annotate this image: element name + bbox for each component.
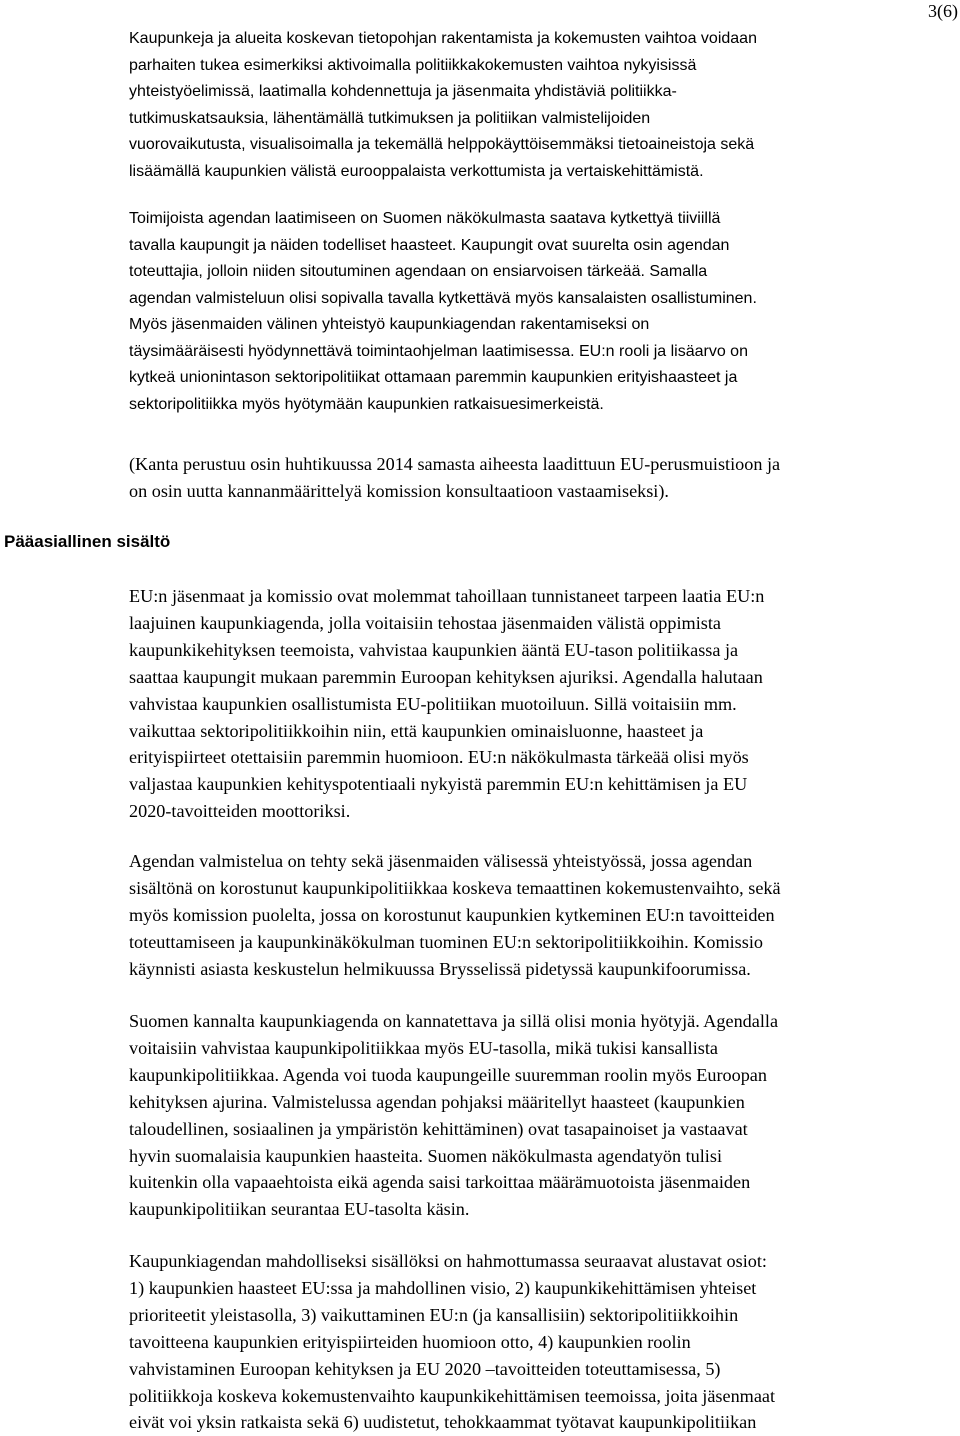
text-line: lisäämällä kaupunkien välistä eurooppalaista verkottumista ja vertaiskehittämistä. — [129, 162, 704, 180]
text-line: kytkeä unionintason sektoripolitiikat ottamaan paremmin kaupunkien erityishaasteet ja — [129, 369, 738, 386]
text-line: sektoripolitiikka myös hyötymään kaupunkien ratkaisuesimerkeistä. — [129, 395, 604, 413]
text-line: kuitenkin olla vapaaehtoista eikä agenda saisi tarkoittaa määrämuotoista jäsenmaiden — [129, 1172, 751, 1193]
text-line: toteuttajia, jolloin niiden sitoutuminen agendaan on ensiarvoisen tärkeää. Samalla — [129, 263, 708, 280]
text-line: valjastaa kaupunkien kehityspotentiaali nykyistä paremmin EU:n kehittämisen ja EU — [129, 774, 748, 795]
text-line: kaupunkipolitiikkaa. Agenda voi tuoda kaupungeille suuremman roolin myös Euroopan — [129, 1064, 767, 1085]
paragraph-agenda-sections — [129, 1248, 775, 1436]
text-line: EU:n jäsenmaat ja komissio ovat molemmat tahoillaan tunnistaneet tarpeen laatia EU:n — [129, 586, 765, 606]
text-line: toteuttamiseen ja kaupunkinäkökulman tuominen EU:n sektoripolitiikkoihin. Komissio — [129, 931, 763, 952]
paragraph-finland-view — [129, 1008, 778, 1223]
text-line: Myös jäsenmaiden välinen yhteistyö kaupunkiagendan rakentamiseksi on — [129, 316, 650, 333]
text-line: vahvistaminen Euroopan kehityksen ja EU 2020 –tavoitteiden toteuttamisessa, 5) — [129, 1358, 721, 1379]
text-line: (Kanta perustuu osin huhtikuussa 2014 samasta aiheesta laadittuun EU-perusmuistioon ja — [129, 454, 781, 474]
text-line: erityispiirteet otettaisiin paremmin huomioon. EU:n näkökulmasta tärkeää olisi myös — [129, 747, 749, 768]
paragraph-actors — [129, 206, 757, 418]
text-line: Toimijoista agendan laatimiseen on Suomen näkökulmasta saatava kytkettyä tiiviillä — [129, 210, 721, 227]
text-line: Suomen kannalta kaupunkiagenda on kannatettava ja sillä olisi monia hyötyjä. Agendalla — [129, 1011, 779, 1031]
text-line: saattaa kaupungit mukaan paremmin Euroopan kehityksen ajuriksi. Agendalla halutaan — [129, 666, 763, 687]
text-line: 1) kaupunkien haasteet EU:ssa ja mahdollinen visio, 2) kaupunkikehittämisen yhteiset — [129, 1277, 757, 1298]
text-line: Agendan valmistelua on tehty sekä jäsenmaiden välisessä yhteistyössä, jossa agendan — [129, 851, 753, 871]
text-line: sisältönä on korostunut kaupunkipolitiikkaa koskeva temaattinen kokemustenvaihto, sekä — [129, 877, 781, 898]
text-line: voitaisiin vahvistaa kaupunkipolitiikkaa myös EU-tasolla, mikä tukisi kansallista — [129, 1037, 718, 1058]
text-line: politiikkoja koskeva kokemustenvaihto kaupunkikehittämisen teemoissa, joita jäsenmaat — [129, 1385, 776, 1406]
text-line: prioriteetit yleistasolla, 3) vaikuttaminen EU:n (ja kansallisiin) sektoripolitiikkoihin — [129, 1304, 739, 1325]
text-line: tutkimuskatsauksia, lähentämällä tutkimuksen ja politiikan valmistelijoiden — [129, 109, 651, 127]
text-line: parhaiten tukea esimerkiksi aktivoimalla politiikkakokemusten vaihtoa nykyisissä — [129, 56, 697, 74]
text-line: Kaupunkeja ja alueita koskevan tietopohjan rakentamista ja kokemusten vaihtoa voidaan — [129, 30, 757, 47]
text-line: vahvistaa kaupunkien osallistumista EU-politiikan muotoiluun. Sillä voitaisiin mm. — [129, 693, 737, 714]
paragraph-knowledge-base — [129, 26, 757, 185]
section-heading-main-content: Pääasiallinen sisältö — [4, 532, 171, 551]
text-line: kehityksen ajurina. Valmistelussa agendan pohjaksi määritellyt haasteet (kaupunkien — [129, 1091, 745, 1112]
paragraph-main-content-intro — [129, 583, 764, 825]
text-line: eivät voi yksin ratkaista sekä 6) uudistetut, tehokkaammat työtavat kaupunkipolitiikan — [129, 1412, 757, 1433]
paragraph-preparation — [129, 848, 781, 983]
text-line: täysimääräisesti hyödynnettävä toimintaohjelman laatimisessa. EU:n rooli ja lisäarvo on — [129, 342, 748, 360]
text-line: 2020-tavoitteiden moottoriksi. — [129, 801, 351, 822]
text-line: tavoitteena kaupunkien erityispiirteiden huomioon otto, 4) kaupunkien roolin — [129, 1331, 691, 1352]
page-number: 3(6) — [928, 1, 958, 21]
text-line: tavalla kaupungit ja näiden todelliset haasteet. Kaupungit ovat suurelta osin agendan — [129, 236, 730, 254]
text-line: taloudellinen, sosiaalinen ja ympäristön kehittäminen) ovat tasapainoiset ja vastaavat — [129, 1118, 748, 1139]
text-line: käynnisti asiasta keskustelun helmikuussa Brysselissä pidetyssä kaupunkifoorumissa. — [129, 958, 751, 979]
text-line: kaupunkipolitiikan seurantaa EU-tasolta käsin. — [129, 1199, 470, 1220]
text-line: laajuinen kaupunkiagenda, jolla voitaisiin tehostaa jäsenmaiden välistä oppimista — [129, 612, 721, 633]
text-line: Kaupunkiagendan mahdolliseksi sisällöksi on hahmottumassa seuraavat alustavat osiot: — [129, 1251, 767, 1271]
text-line: yhteistyöelimissä, laatimalla kohdennettuja ja jäsenmaita yhdistäviä politiikka- — [129, 83, 677, 100]
paragraph-basis-note — [129, 451, 780, 505]
text-line: on osin uutta kannanmäärittelyä komission konsultaatioon vastaamiseksi). — [129, 480, 669, 501]
text-line: kaupunkikehityksen teemoista, vahvistaa kaupunkien ääntä EU-tason politiikassa ja — [129, 639, 739, 660]
text-line: hyvin suomalaisia kaupunkien haasteita. Suomen näkökulmasta agendatyön tulisi — [129, 1145, 722, 1166]
text-line: vuorovaikutusta, visualisoimalla ja tekemällä helppokäyttöisemmäksi tietoaineistoja sekä — [129, 136, 755, 153]
text-line: vaikuttaa sektoripolitiikkoihin niin, että kaupunkien ominaisluonne, haasteet ja — [129, 720, 704, 741]
text-line: myös komission puolelta, jossa on korostunut kaupunkien kytkeminen EU:n tavoitteiden — [129, 904, 775, 925]
text-line: agendan valmisteluun olisi sopivalla tavalla kytkettävä myös kansalaisten osallistuminen. — [129, 289, 757, 307]
